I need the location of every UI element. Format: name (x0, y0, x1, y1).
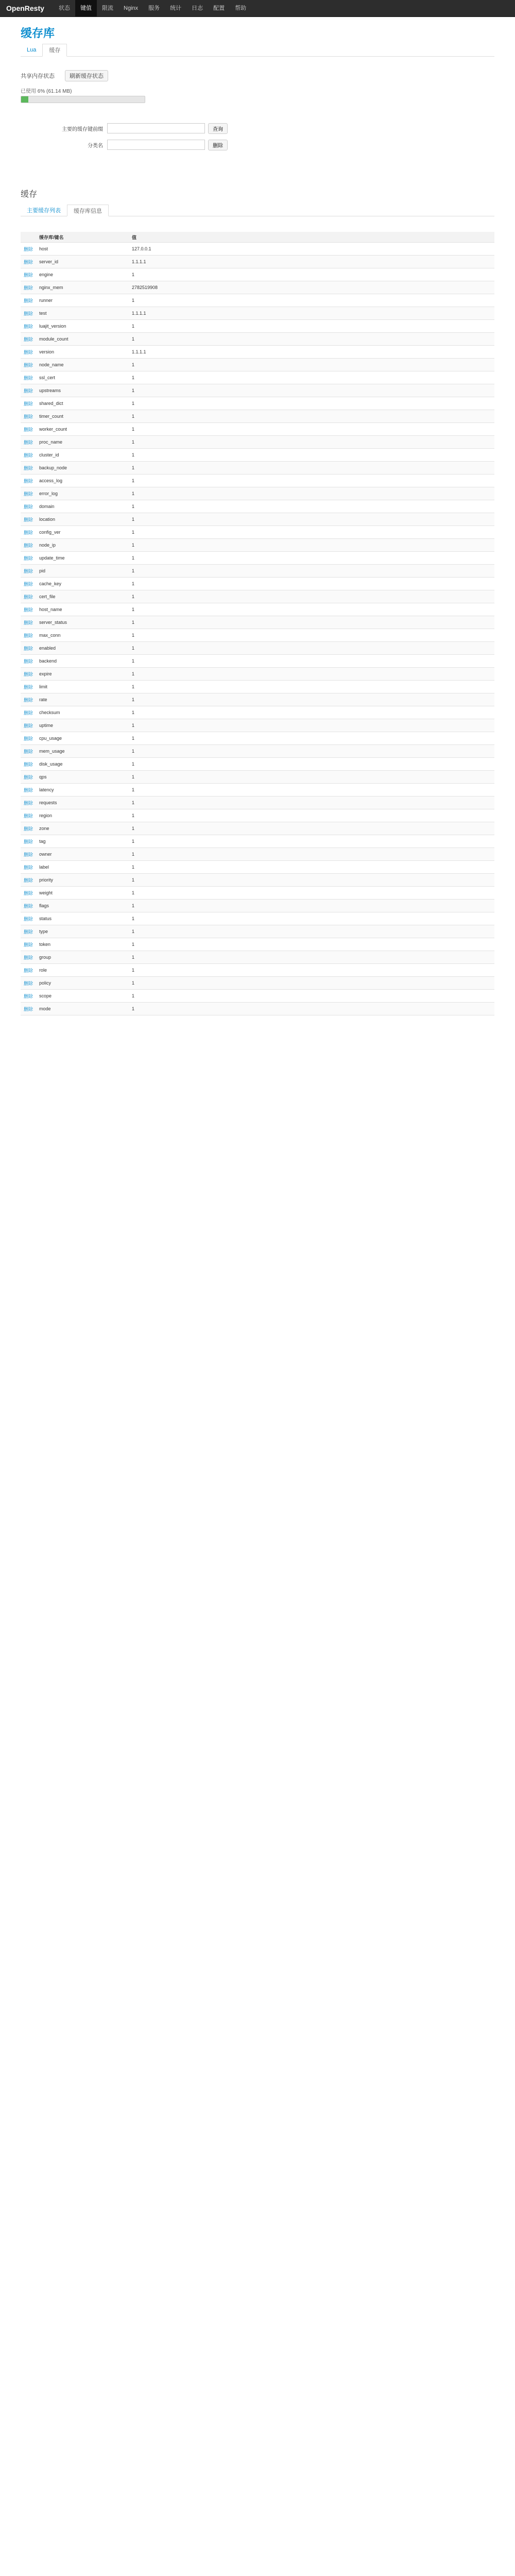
table-row (21, 603, 494, 616)
table-row (21, 268, 494, 281)
table-row (21, 474, 494, 487)
cache-value-cell: 1 (129, 732, 494, 745)
cache-key-cell: shared_dict (36, 397, 129, 410)
cache-value-cell: 1 (129, 410, 494, 423)
cache-key-cell: node_ip (36, 539, 129, 552)
table-row (21, 526, 494, 539)
delete-link[interactable]: 删除 (21, 474, 36, 487)
cache-value-cell: 1 (129, 706, 494, 719)
table-row (21, 938, 494, 951)
delete-link[interactable]: 删除 (21, 758, 36, 771)
table-row (21, 693, 494, 706)
delete-link[interactable]: 删除 (21, 565, 36, 578)
delete-link[interactable]: 删除 (21, 1003, 36, 1015)
section-tab[interactable]: 主要缓存列表 (27, 208, 61, 214)
cache-value-cell: 1 (129, 977, 494, 990)
table-row (21, 706, 494, 719)
table-row (21, 436, 494, 449)
cache-value-cell: 1 (129, 848, 494, 861)
cache-value-cell: 1 (129, 681, 494, 693)
cache-key-cell: nginx_mem (36, 281, 129, 294)
delete-link[interactable]: 删除 (21, 616, 36, 629)
cache-value-cell: 1 (129, 436, 494, 449)
delete-link[interactable]: 删除 (21, 874, 36, 887)
table-row (21, 964, 494, 977)
table-row (21, 243, 494, 256)
cache-value-cell: 1 (129, 268, 494, 281)
cache-value-cell: 1 (129, 462, 494, 474)
cache-key-cell: server_status (36, 616, 129, 629)
delete-link[interactable]: 删除 (21, 436, 36, 449)
delete-link[interactable]: 删除 (21, 333, 36, 346)
delete-link[interactable]: 删除 (21, 539, 36, 552)
table-row (21, 423, 494, 436)
delete-link[interactable]: 删除 (21, 900, 36, 912)
cache-table-wrap (21, 232, 494, 1015)
delete-link[interactable]: 删除 (21, 642, 36, 655)
cache-key-cell: module_count (36, 333, 129, 346)
delete-link[interactable]: 删除 (21, 938, 36, 951)
page-subtab[interactable]: Lua (27, 47, 37, 53)
page-subtab[interactable]: 缓存 (42, 44, 67, 57)
cache-key-cell: proc_name (36, 436, 129, 449)
delete-link[interactable]: 删除 (21, 848, 36, 861)
main-content (21, 23, 494, 1015)
nav-item[interactable]: 帮助 (235, 5, 247, 11)
cache-key-cell: cert_file (36, 590, 129, 603)
table-row (21, 294, 494, 307)
cache-value-cell: 1 (129, 784, 494, 796)
cache-value-cell: 1 (129, 655, 494, 668)
nav-item[interactable]: 配置 (213, 5, 225, 11)
form-label: 分类名 (88, 143, 103, 149)
cache-key-cell: policy (36, 977, 129, 990)
cache-key-cell: requests (36, 796, 129, 809)
table-row (21, 990, 494, 1003)
delete-link[interactable]: 删除 (21, 629, 36, 642)
cache-key-cell: config_ver (36, 526, 129, 539)
cache-value-cell: 1 (129, 925, 494, 938)
cache-key-cell: limit (36, 681, 129, 693)
cache-key-cell: pid (36, 565, 129, 578)
page-subtabs (21, 44, 494, 57)
section-tab[interactable]: 缓存库信息 (67, 205, 109, 216)
delete-link[interactable]: 删除 (21, 771, 36, 784)
table-row (21, 449, 494, 462)
page-title: 缓存库 (21, 27, 55, 40)
cache-value-cell: 1 (129, 745, 494, 758)
cache-key-cell: max_conn (36, 629, 129, 642)
cache-value-cell: 1 (129, 642, 494, 655)
delete-link[interactable]: 删除 (21, 681, 36, 693)
cache-value-cell: 1 (129, 629, 494, 642)
cache-key-cell: disk_usage (36, 758, 129, 771)
cache-value-cell: 1 (129, 359, 494, 371)
cache-key-cell: label (36, 861, 129, 874)
table-row (21, 758, 494, 771)
cache-value-cell: 1 (129, 371, 494, 384)
cache-key-cell: latency (36, 784, 129, 796)
delete-link[interactable]: 删除 (21, 346, 36, 359)
table-row (21, 668, 494, 681)
table-row (21, 320, 494, 333)
table-row (21, 732, 494, 745)
table-row (21, 629, 494, 642)
cache-key-cell: expire (36, 668, 129, 681)
cache-key-cell: engine (36, 268, 129, 281)
table-row (21, 822, 494, 835)
cache-key-cell: test (36, 307, 129, 320)
delete-link[interactable]: 删除 (21, 526, 36, 539)
delete-link[interactable]: 删除 (21, 951, 36, 964)
cache-key-cell: enabled (36, 642, 129, 655)
table-row (21, 912, 494, 925)
cache-value-cell: 1 (129, 822, 494, 835)
delete-link[interactable]: 删除 (21, 590, 36, 603)
nav-item[interactable]: 限流 (102, 5, 113, 11)
memory-usage-fill (21, 96, 28, 103)
table-row (21, 719, 494, 732)
cache-key-cell: runner (36, 294, 129, 307)
table-row (21, 384, 494, 397)
section-title: 缓存 (21, 190, 38, 199)
form-row (21, 138, 494, 151)
delete-link[interactable]: 删除 (21, 500, 36, 513)
cache-value-cell: 1 (129, 861, 494, 874)
delete-link[interactable]: 删除 (21, 990, 36, 1003)
table-row (21, 410, 494, 423)
cache-value-cell: 1 (129, 951, 494, 964)
cache-value-cell: 1 (129, 526, 494, 539)
memory-usage-label: 已使用 6% (61.14 MB) (21, 89, 72, 94)
form-input[interactable] (107, 140, 205, 150)
cache-key-cell: rate (36, 693, 129, 706)
delete-link[interactable]: 删除 (21, 359, 36, 371)
delete-link[interactable]: 删除 (21, 745, 36, 758)
delete-link[interactable]: 删除 (21, 693, 36, 706)
delete-link[interactable]: 删除 (21, 487, 36, 500)
status-label: 共享内存状态 (21, 73, 55, 79)
cache-key-cell: weight (36, 887, 129, 900)
cache-key-cell: flags (36, 900, 129, 912)
table-row (21, 977, 494, 990)
form-submit-button[interactable]: 查询 (208, 123, 228, 134)
cache-value-cell: 1 (129, 616, 494, 629)
memory-usage-bar (21, 96, 145, 103)
cache-value-cell: 127.0.0.1 (129, 243, 494, 256)
table-row (21, 796, 494, 809)
delete-link[interactable]: 删除 (21, 462, 36, 474)
cache-value-cell: 1 (129, 796, 494, 809)
table-row (21, 900, 494, 912)
cache-table (21, 232, 494, 1015)
cache-key-cell: ssl_cert (36, 371, 129, 384)
table-row (21, 578, 494, 590)
nav-item[interactable]: 统计 (170, 5, 182, 11)
delete-link[interactable]: 删除 (21, 822, 36, 835)
cache-key-cell: upstreams (36, 384, 129, 397)
cache-key-cell: role (36, 964, 129, 977)
cache-key-cell: timer_count (36, 410, 129, 423)
delete-link[interactable]: 删除 (21, 449, 36, 462)
delete-link[interactable]: 删除 (21, 384, 36, 397)
table-row (21, 861, 494, 874)
cache-value-cell: 1 (129, 320, 494, 333)
cache-key-cell: backup_node (36, 462, 129, 474)
cache-key-cell: cpu_usage (36, 732, 129, 745)
brand-logo[interactable]: OpenResty (6, 4, 44, 12)
cache-value-cell: 1 (129, 938, 494, 951)
delete-link[interactable]: 删除 (21, 423, 36, 436)
table-row (21, 925, 494, 938)
cache-value-cell: 1 (129, 539, 494, 552)
refresh-button[interactable]: 刷新缓存状态 (65, 70, 108, 81)
cache-value-cell: 1.1.1.1 (129, 307, 494, 320)
form-label: 主要的缓存键前缀 (62, 126, 103, 132)
delete-link[interactable]: 删除 (21, 861, 36, 874)
cache-value-cell: 1 (129, 809, 494, 822)
cache-key-cell: checksum (36, 706, 129, 719)
delete-link[interactable]: 删除 (21, 371, 36, 384)
cache-key-cell: status (36, 912, 129, 925)
form-submit-button[interactable]: 删除 (208, 140, 228, 150)
delete-link[interactable]: 删除 (21, 513, 36, 526)
cache-key-cell: host (36, 243, 129, 256)
cache-value-cell: 1 (129, 397, 494, 410)
cache-value-cell: 1 (129, 693, 494, 706)
delete-link[interactable]: 删除 (21, 268, 36, 281)
table-row (21, 552, 494, 565)
table-row (21, 809, 494, 822)
table-row (21, 835, 494, 848)
delete-link[interactable]: 删除 (21, 552, 36, 565)
cache-key-cell: domain (36, 500, 129, 513)
cache-key-cell: token (36, 938, 129, 951)
table-row (21, 874, 494, 887)
cache-value-cell: 1 (129, 719, 494, 732)
cache-key-cell: backend (36, 655, 129, 668)
delete-link[interactable]: 删除 (21, 243, 36, 256)
delete-link[interactable]: 删除 (21, 706, 36, 719)
table-row (21, 462, 494, 474)
table-row (21, 745, 494, 758)
cache-value-cell: 1 (129, 500, 494, 513)
cache-key-cell: scope (36, 990, 129, 1003)
cache-value-cell: 1 (129, 333, 494, 346)
cache-key-cell: priority (36, 874, 129, 887)
cache-key-cell: mem_usage (36, 745, 129, 758)
cache-key-cell: error_log (36, 487, 129, 500)
cache-value-cell: 1 (129, 513, 494, 526)
cache-key-cell: group (36, 951, 129, 964)
cache-value-cell: 1 (129, 874, 494, 887)
delete-link[interactable]: 删除 (21, 977, 36, 990)
cache-value-cell: 1 (129, 1003, 494, 1015)
table-row (21, 539, 494, 552)
delete-link[interactable]: 删除 (21, 397, 36, 410)
delete-link[interactable]: 删除 (21, 912, 36, 925)
delete-link[interactable]: 删除 (21, 294, 36, 307)
table-row (21, 256, 494, 268)
cache-value-cell: 1 (129, 474, 494, 487)
delete-link[interactable]: 删除 (21, 410, 36, 423)
cache-value-cell: 1 (129, 758, 494, 771)
cache-key-cell: owner (36, 848, 129, 861)
cache-key-cell: version (36, 346, 129, 359)
delete-link[interactable]: 删除 (21, 835, 36, 848)
table-row (21, 565, 494, 578)
table-row (21, 346, 494, 359)
form-row (21, 122, 494, 135)
table-header-cell: 缓存库/键名 (36, 232, 129, 243)
cache-value-cell: 1 (129, 900, 494, 912)
delete-link[interactable]: 删除 (21, 784, 36, 796)
cache-key-cell: worker_count (36, 423, 129, 436)
nav-item[interactable]: 状态 (59, 5, 70, 11)
delete-link[interactable]: 删除 (21, 655, 36, 668)
cache-key-cell: server_id (36, 256, 129, 268)
table-row (21, 513, 494, 526)
status-row (21, 70, 494, 81)
table-row (21, 848, 494, 861)
delete-link[interactable]: 删除 (21, 281, 36, 294)
delete-link[interactable]: 删除 (21, 668, 36, 681)
top-nav (54, 0, 251, 16)
nav-item[interactable]: 键值 (75, 0, 97, 16)
cache-key-cell: cluster_id (36, 449, 129, 462)
cache-key-cell: mode (36, 1003, 129, 1015)
cache-key-cell: location (36, 513, 129, 526)
cache-key-cell: update_time (36, 552, 129, 565)
cache-value-cell: 1.1.1.1 (129, 256, 494, 268)
cache-value-cell: 1 (129, 487, 494, 500)
cache-key-cell: qps (36, 771, 129, 784)
cache-key-cell: host_name (36, 603, 129, 616)
cache-value-cell: 1 (129, 552, 494, 565)
cache-value-cell: 1 (129, 590, 494, 603)
cache-key-cell: zone (36, 822, 129, 835)
cache-value-cell: 1 (129, 449, 494, 462)
table-row (21, 642, 494, 655)
cache-value-cell: 1 (129, 887, 494, 900)
delete-link[interactable]: 删除 (21, 578, 36, 590)
cache-key-cell: cache_key (36, 578, 129, 590)
nav-item[interactable]: 日志 (192, 5, 203, 11)
table-header-cell (21, 232, 36, 243)
cache-value-cell: 1 (129, 294, 494, 307)
top-navbar (0, 0, 515, 17)
cache-value-cell: 2782519908 (129, 281, 494, 294)
cache-value-cell: 1 (129, 565, 494, 578)
table-row (21, 951, 494, 964)
table-row (21, 371, 494, 384)
table-row (21, 655, 494, 668)
cache-key-cell: node_name (36, 359, 129, 371)
cache-value-cell: 1 (129, 423, 494, 436)
table-row (21, 487, 494, 500)
cache-key-cell: type (36, 925, 129, 938)
cache-key-cell: uptime (36, 719, 129, 732)
table-row (21, 359, 494, 371)
cache-key-cell: region (36, 809, 129, 822)
cache-key-cell: access_log (36, 474, 129, 487)
delete-link[interactable]: 删除 (21, 809, 36, 822)
cache-key-cell: luajit_version (36, 320, 129, 333)
table-row (21, 784, 494, 796)
table-row (21, 590, 494, 603)
cache-key-cell: tag (36, 835, 129, 848)
delete-link[interactable]: 删除 (21, 719, 36, 732)
cache-value-cell: 1 (129, 668, 494, 681)
delete-link[interactable]: 删除 (21, 887, 36, 900)
table-row (21, 307, 494, 320)
cache-value-cell: 1 (129, 835, 494, 848)
table-row (21, 771, 494, 784)
cache-value-cell: 1 (129, 578, 494, 590)
delete-link[interactable]: 删除 (21, 796, 36, 809)
nav-item[interactable]: Nginx (124, 5, 139, 11)
query-forms (21, 122, 494, 151)
table-row (21, 333, 494, 346)
delete-link[interactable]: 删除 (21, 256, 36, 268)
delete-link[interactable]: 删除 (21, 307, 36, 320)
table-row (21, 281, 494, 294)
cache-value-cell: 1 (129, 771, 494, 784)
table-row (21, 1003, 494, 1015)
delete-link[interactable]: 删除 (21, 925, 36, 938)
table-row (21, 397, 494, 410)
delete-link[interactable]: 删除 (21, 320, 36, 333)
cache-value-cell: 1 (129, 964, 494, 977)
table-row (21, 681, 494, 693)
delete-link[interactable]: 删除 (21, 732, 36, 745)
table-body (21, 243, 494, 1015)
cache-value-cell: 1 (129, 912, 494, 925)
cache-value-cell: 1 (129, 603, 494, 616)
delete-link[interactable]: 删除 (21, 964, 36, 977)
section-tabs (21, 205, 494, 216)
table-row (21, 887, 494, 900)
table-row (21, 500, 494, 513)
table-header-row (21, 232, 494, 243)
cache-value-cell: 1 (129, 384, 494, 397)
cache-value-cell: 1 (129, 990, 494, 1003)
cache-value-cell: 1.1.1.1 (129, 346, 494, 359)
form-input[interactable] (107, 123, 205, 133)
nav-item[interactable]: 服务 (148, 5, 160, 11)
delete-link[interactable]: 删除 (21, 603, 36, 616)
table-header-cell: 值 (129, 232, 494, 243)
table-row (21, 616, 494, 629)
